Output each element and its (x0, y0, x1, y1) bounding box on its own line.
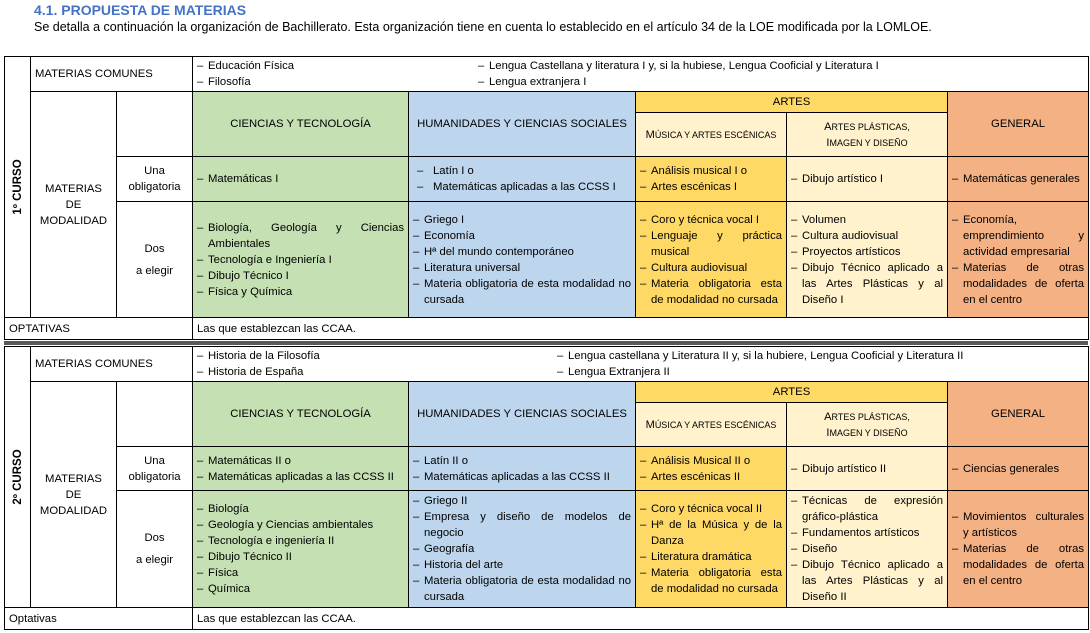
label-text: Dos (144, 242, 165, 255)
list-item: – Griego I (413, 212, 631, 228)
c1-dos-plasticas (787, 202, 948, 318)
curso1-label: 1º CURSO (11, 159, 24, 215)
c2-una-general (948, 447, 1089, 491)
list-item: – Movimientos culturales y artísticos (952, 509, 1084, 541)
header-humanidades: HUMANIDADES Y CIENCIAS SOCIALES (409, 382, 636, 447)
label-text: I (826, 136, 830, 149)
list-item: – Hª del mundo contemporáneo (413, 244, 631, 260)
c2-dos-ciencias (193, 491, 409, 608)
curso2-label: 2º CURSO (11, 449, 24, 505)
list-item: – Geografía (413, 541, 631, 557)
c1-una-general (948, 157, 1089, 202)
list-item: – Economía, emprendimiento y actividad empresarial (952, 212, 1084, 260)
list-item: – Latín II o (413, 453, 631, 469)
c2-una-plasticas (787, 447, 948, 491)
list-item: – Geología y Ciencias ambientales (197, 517, 404, 533)
intro-text: Se detalla a continuación la organización de Bachillerato. Esta organización tiene en cuenta lo establecido en el artículo 34 de la LOE modificada por la LOMLOE. (34, 20, 932, 34)
c2-dos-humanidades (409, 491, 636, 608)
label-text: MATERIAS (45, 182, 102, 195)
list-item: – Lengua Extranjera II (557, 364, 963, 380)
list-item: – Análisis Musical II o (640, 453, 782, 469)
header-general: GENERAL (948, 92, 1089, 157)
list-item: – Dibujo Técnico II (197, 549, 404, 565)
c2-dos-general (948, 491, 1089, 608)
list-item: – Lengua extranjera I (478, 74, 879, 90)
c1-dos-general (948, 202, 1089, 318)
list-item: – Diseño (791, 541, 943, 557)
label-text: Una (144, 165, 165, 177)
label-text: I (826, 426, 830, 439)
list-item: – Dibujo artístico I (791, 171, 943, 187)
c1-dos-musica (636, 202, 787, 318)
label-text: obligatoria (128, 470, 181, 483)
label-text: A (824, 410, 832, 423)
c2-una-ciencias (193, 447, 409, 491)
list-item: – Tecnología e Ingeniería I (197, 252, 404, 268)
label-text: ÚSICA Y ARTES ESCÉNICAS (654, 419, 777, 430)
list-item: – Dibujo Técnico aplicado a las Artes Plásticas y al Diseño II (791, 557, 943, 605)
list-item: – Análisis musical I o (640, 163, 782, 179)
list-item: – Historia de España (197, 364, 557, 380)
curso2-optativas-label: Optativas (5, 608, 193, 630)
curso2-table (4, 346, 1089, 630)
list-item: – Artes escénicas I (640, 179, 782, 195)
list-item: – Materia obligatoria esta de modalidad no cursada (640, 276, 782, 308)
list-item: – Lengua Castellana y literatura I y, si la hubiese, Lengua Cooficial y Literatura I (478, 58, 879, 74)
list-item: – Filosofía (197, 74, 478, 90)
label-text: Una (144, 454, 165, 467)
label-text: RTES PLÁSTICAS, (831, 121, 910, 132)
list-item: – Coro y técnica vocal I (640, 212, 782, 228)
curso2-modalidad-label (31, 382, 117, 608)
label-text: RTES PLÁSTICAS, (831, 411, 910, 422)
list-item: – Artes escénicas II (640, 469, 782, 485)
curso1-modalidad-label (31, 92, 117, 318)
c2-una-musica (636, 447, 787, 491)
section-divider (4, 341, 1088, 345)
curso1-comunes-label: MATERIAS COMUNES (31, 57, 193, 92)
list-item: – Física y Química (197, 284, 404, 300)
list-item: – Economía (413, 228, 631, 244)
label-text: M (645, 418, 655, 431)
c1-dos-humanidades (409, 202, 636, 318)
list-item: – Dibujo Técnico I (197, 268, 404, 284)
list-item: – Volumen (791, 212, 943, 228)
section-title: 4.1. PROPUESTA DE MATERIAS (34, 2, 247, 18)
list-item: – Dibujo artístico II (791, 461, 943, 477)
label-text: a elegir (135, 554, 174, 566)
list-item: – Historia del arte (413, 557, 631, 573)
label-text: MATERIAS (45, 472, 102, 485)
label-text: ÚSICA Y ARTES ESCÉNICAS (654, 129, 777, 140)
list-item: – Dibujo Técnico aplicado a las Artes Plásticas y al Diseño I (791, 260, 943, 308)
list-item: – Literatura universal (413, 260, 631, 276)
c2-dos-plasticas (787, 491, 948, 608)
header-general: GENERAL (948, 382, 1089, 447)
list-item: – Materia obligatoria esta de modalidad no cursada (640, 565, 782, 597)
c2-una-humanidades (409, 447, 636, 491)
header-ciencias: CIENCIAS Y TECNOLOGÍA (193, 382, 409, 447)
curso1-label-cell (5, 57, 31, 318)
label-text: M (645, 128, 655, 141)
label-text: MAGEN Y DISEÑO (829, 427, 908, 438)
curso1-optativas-label: OPTATIVAS (5, 318, 193, 340)
curso1-comunes-cell (193, 57, 1089, 92)
list-item: – Física (197, 565, 404, 581)
header-artes: ARTES (636, 382, 948, 403)
curso2-comunes-label: MATERIAS COMUNES (31, 347, 193, 382)
list-item: – Coro y técnica vocal II (640, 501, 782, 517)
label-text: MODALIDAD (39, 504, 108, 517)
label-text: obligatoria (128, 181, 181, 193)
header-humanidades: HUMANIDADES Y CIENCIAS SOCIALES (409, 92, 636, 157)
c1-una-musica (636, 157, 787, 202)
list-item: – Química (197, 581, 404, 597)
header-artes: ARTES (636, 92, 948, 113)
list-item: – Matemáticas II o (197, 453, 404, 469)
list-item: – Biología, Geología y Ciencias Ambientales (197, 220, 404, 252)
empty-cell (117, 92, 193, 157)
list-item: – Historia de la Filosofía (197, 348, 557, 364)
list-item: – Cultura audiovisual (791, 228, 943, 244)
list-item: – Materia obligatoria de esta modalidad no cursada (413, 276, 631, 308)
label-text: a elegir (135, 264, 174, 277)
c1-dos-ciencias (193, 202, 409, 318)
curso2-label-cell (5, 347, 31, 608)
list-item: – Proyectos artísticos (791, 244, 943, 260)
label-text: DE (65, 198, 82, 211)
list-item: – Fundamentos artísticos (791, 525, 943, 541)
una-obligatoria-label (117, 157, 193, 202)
empty-cell (117, 382, 193, 447)
list-item: – Matemáticas aplicadas a las CCSS I (417, 179, 631, 195)
list-item: – Empresa y diseño de modelos de negocio (413, 509, 631, 541)
list-item: – Tecnología e ingeniería II (197, 533, 404, 549)
list-item: – Materia obligatoria de esta modalidad no cursada (413, 573, 631, 605)
curso2-comunes-cell (193, 347, 1089, 382)
dos-elegir-label (117, 491, 193, 608)
list-item: – Educación Física (197, 58, 478, 74)
dos-elegir-label (117, 202, 193, 318)
header-plasticas (787, 113, 948, 157)
label-text: MAGEN Y DISEÑO (829, 137, 908, 148)
header-musica (636, 403, 787, 447)
list-item: – Materias de otras modalidades de oferta en el centro (952, 541, 1084, 589)
label-text: Dos (144, 532, 165, 544)
header-musica (636, 113, 787, 157)
list-item: – Biología (197, 501, 404, 517)
header-ciencias: CIENCIAS Y TECNOLOGÍA (193, 92, 409, 157)
curso1-optativas-value: Las que establezcan las CCAA. (193, 318, 1089, 340)
c1-una-humanidades (409, 157, 636, 202)
list-item: – Hª de la Música y de la Danza (640, 517, 782, 549)
c1-una-plasticas (787, 157, 948, 202)
list-item: – Griego II (413, 493, 631, 509)
c2-dos-musica (636, 491, 787, 608)
label-text: A (824, 120, 832, 133)
curso2-optativas-value: Las que establezcan las CCAA. (193, 608, 1089, 630)
list-item: – Ciencias generales (952, 461, 1084, 477)
list-item: – Lenguaje y práctica musical (640, 228, 782, 260)
list-item: – Lengua castellana y Literatura II y, si la hubiere, Lengua Cooficial y Literatura II (557, 348, 963, 364)
list-item: – Matemáticas aplicadas a las CCSS II (197, 469, 404, 485)
list-item: – Cultura audiovisual (640, 260, 782, 276)
list-item: – Matemáticas I (197, 171, 404, 187)
label-text: MODALIDAD (39, 214, 108, 227)
list-item: – Materias de otras modalidades de oferta en el centro (952, 260, 1084, 308)
label-text: DE (65, 488, 82, 501)
list-item: – Matemáticas generales (952, 171, 1084, 187)
list-item: – Matemáticas aplicadas a las CCSS II (413, 469, 631, 485)
header-plasticas (787, 403, 948, 447)
una-obligatoria-label (117, 447, 193, 491)
curso1-table (4, 56, 1089, 340)
list-item: – Literatura dramática (640, 549, 782, 565)
c1-una-ciencias (193, 157, 409, 202)
list-item: – Técnicas de expresión gráfico-plástica (791, 493, 943, 525)
list-item: – Latín I o (417, 163, 631, 179)
